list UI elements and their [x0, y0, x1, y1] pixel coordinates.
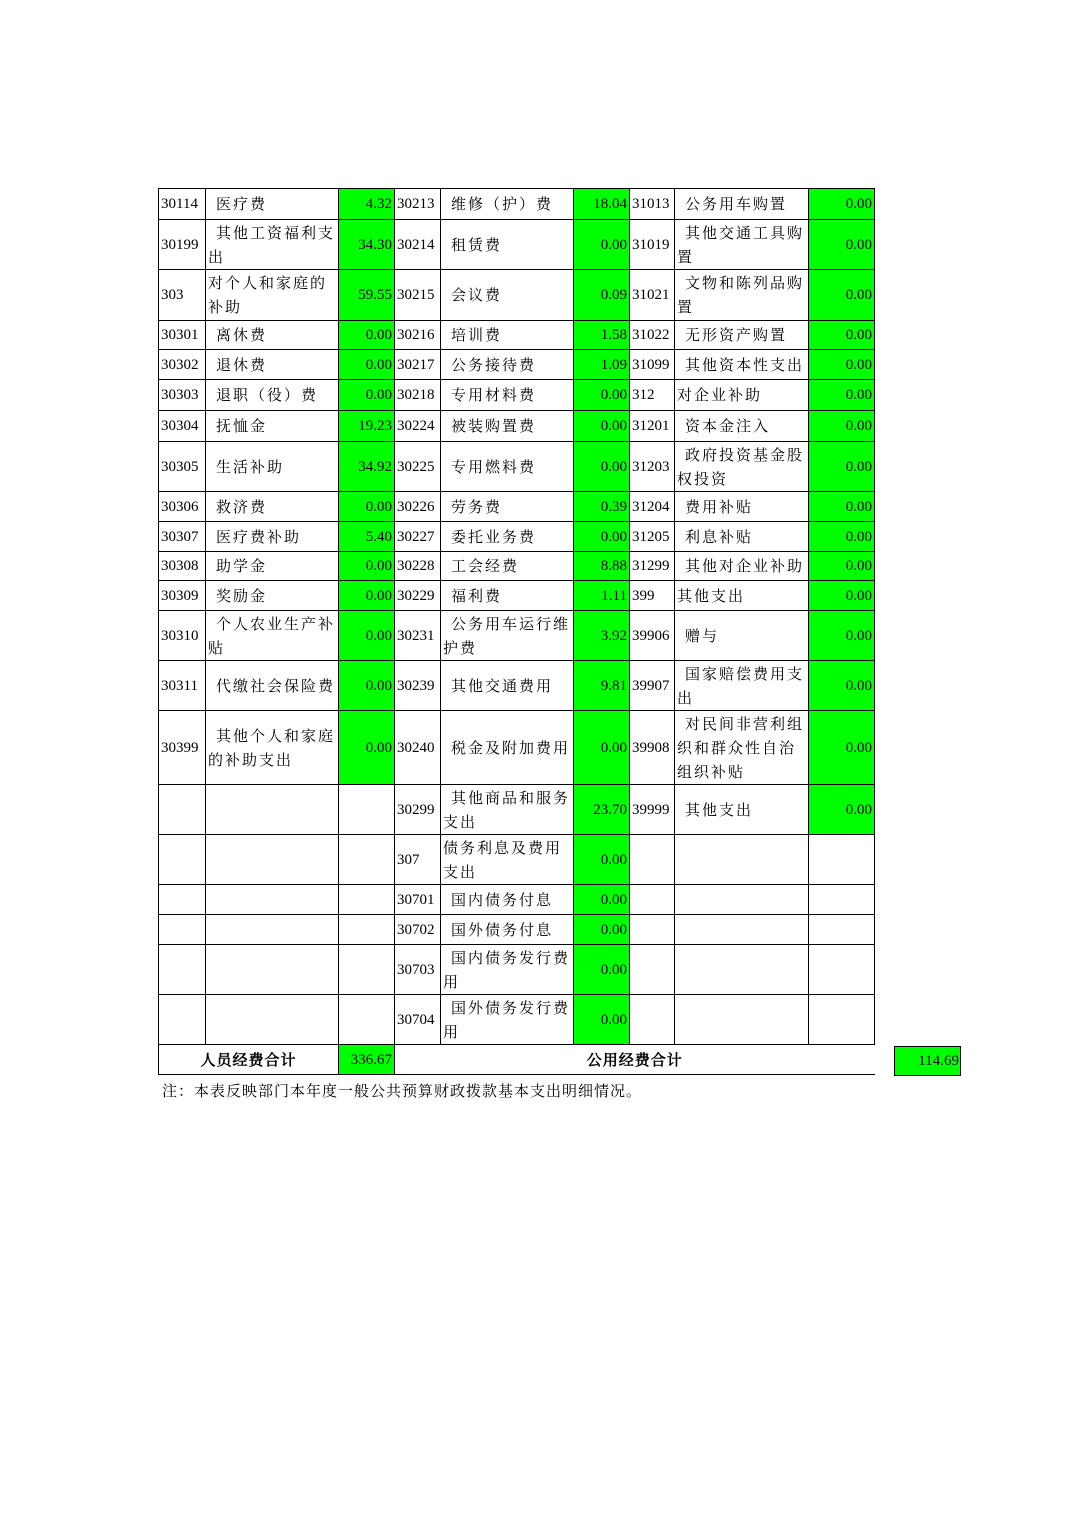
item-amount: 59.55	[339, 270, 395, 321]
table-row	[159, 785, 875, 835]
item-code: 30228	[395, 552, 441, 581]
table-row	[159, 270, 875, 321]
item-name: 退职（役）费	[206, 380, 339, 411]
table-note: 注：本表反映部门本年度一般公共预算财政拨款基本支出明细情况。	[162, 1082, 643, 1100]
budget-detail-sheet	[158, 188, 875, 1075]
item-amount	[339, 885, 395, 915]
table-row	[159, 661, 875, 711]
item-code: 30307	[159, 522, 206, 552]
item-code: 30239	[395, 661, 441, 711]
item-code: 303	[159, 270, 206, 321]
item-amount	[339, 835, 395, 885]
item-code: 30299	[395, 785, 441, 835]
item-code	[159, 995, 206, 1045]
item-amount: 1.09	[574, 350, 630, 380]
item-name: 委托业务费	[441, 522, 574, 552]
item-amount: 0.00	[809, 220, 875, 270]
item-name: 资本金注入	[675, 411, 809, 442]
item-code: 30308	[159, 552, 206, 581]
item-amount: 0.00	[574, 411, 630, 442]
item-name	[206, 785, 339, 835]
item-code: 30310	[159, 611, 206, 661]
item-code: 30311	[159, 661, 206, 711]
item-code	[630, 945, 675, 995]
item-amount: 0.00	[574, 522, 630, 552]
item-name: 奖励金	[206, 581, 339, 611]
item-code: 30305	[159, 442, 206, 492]
item-code: 31201	[630, 411, 675, 442]
item-name: 国外债务发行费用	[441, 995, 574, 1045]
table-row	[159, 189, 875, 220]
item-name: 医疗费补助	[206, 522, 339, 552]
item-name: 对企业补助	[675, 380, 809, 411]
item-name: 利息补贴	[675, 522, 809, 552]
item-name: 助学金	[206, 552, 339, 581]
item-name: 国内债务发行费用	[441, 945, 574, 995]
item-name: 个人农业生产补贴	[206, 611, 339, 661]
item-name: 专用材料费	[441, 380, 574, 411]
item-amount	[809, 885, 875, 915]
item-name	[206, 995, 339, 1045]
item-amount: 0.39	[574, 492, 630, 522]
item-amount: 19.23	[339, 411, 395, 442]
item-amount: 0.00	[574, 442, 630, 492]
table-row	[159, 522, 875, 552]
item-code: 30218	[395, 380, 441, 411]
item-name: 培训费	[441, 321, 574, 350]
item-amount: 0.00	[339, 380, 395, 411]
item-amount: 0.00	[809, 411, 875, 442]
item-name: 其他支出	[675, 785, 809, 835]
item-amount: 3.92	[574, 611, 630, 661]
table-row	[159, 380, 875, 411]
item-amount: 0.00	[574, 711, 630, 785]
item-name: 福利费	[441, 581, 574, 611]
table-row	[159, 945, 875, 995]
public-total-value: 114.69	[894, 1046, 961, 1076]
item-name: 抚恤金	[206, 411, 339, 442]
item-amount: 0.00	[574, 945, 630, 995]
item-name: 其他个人和家庭的补助支出	[206, 711, 339, 785]
item-name: 退休费	[206, 350, 339, 380]
item-code: 30213	[395, 189, 441, 220]
item-amount: 0.00	[574, 380, 630, 411]
item-name: 医疗费	[206, 189, 339, 220]
item-amount: 0.00	[339, 350, 395, 380]
item-code: 30301	[159, 321, 206, 350]
item-code	[630, 995, 675, 1045]
item-name: 对个人和家庭的补助	[206, 270, 339, 321]
item-name: 劳务费	[441, 492, 574, 522]
item-name: 公务接待费	[441, 350, 574, 380]
expenditure-table	[158, 188, 875, 1075]
item-code: 39906	[630, 611, 675, 661]
item-amount	[339, 915, 395, 945]
item-name	[206, 835, 339, 885]
item-name: 国外债务付息	[441, 915, 574, 945]
personnel-total-label: 人员经费合计	[159, 1045, 339, 1075]
item-code: 30240	[395, 711, 441, 785]
item-name: 其他支出	[675, 581, 809, 611]
item-code: 31203	[630, 442, 675, 492]
item-amount: 0.00	[339, 492, 395, 522]
item-amount: 0.00	[809, 270, 875, 321]
item-amount: 0.09	[574, 270, 630, 321]
item-code: 30214	[395, 220, 441, 270]
item-code: 312	[630, 380, 675, 411]
table-row	[159, 442, 875, 492]
item-amount: 0.00	[574, 995, 630, 1045]
item-code: 30306	[159, 492, 206, 522]
item-name: 其他资本性支出	[675, 350, 809, 380]
item-amount: 0.00	[809, 380, 875, 411]
item-name	[206, 945, 339, 995]
item-name: 会议费	[441, 270, 574, 321]
item-amount: 9.81	[574, 661, 630, 711]
item-name: 费用补贴	[675, 492, 809, 522]
item-name: 对民间非营利组织和群众性自治组织补贴	[675, 711, 809, 785]
item-code: 31099	[630, 350, 675, 380]
item-code: 30302	[159, 350, 206, 380]
table-row	[159, 411, 875, 442]
table-row	[159, 885, 875, 915]
item-amount: 0.00	[574, 885, 630, 915]
item-code: 30226	[395, 492, 441, 522]
item-name: 其他对企业补助	[675, 552, 809, 581]
item-code: 30227	[395, 522, 441, 552]
public-total-label: 公用经费合计	[395, 1045, 875, 1075]
item-name: 税金及附加费用	[441, 711, 574, 785]
item-code	[159, 945, 206, 995]
totals-row	[159, 1045, 875, 1075]
item-name: 国家赔偿费用支出	[675, 661, 809, 711]
item-amount: 0.00	[809, 581, 875, 611]
item-code: 30703	[395, 945, 441, 995]
item-name: 维修（护）费	[441, 189, 574, 220]
item-code: 30114	[159, 189, 206, 220]
table-row	[159, 321, 875, 350]
item-amount: 0.00	[809, 661, 875, 711]
item-code: 39907	[630, 661, 675, 711]
item-code: 30225	[395, 442, 441, 492]
item-amount: 4.32	[339, 189, 395, 220]
item-code	[630, 885, 675, 915]
item-amount: 0.00	[574, 915, 630, 945]
item-code: 31022	[630, 321, 675, 350]
item-code: 31019	[630, 220, 675, 270]
item-code: 30224	[395, 411, 441, 442]
item-amount: 0.00	[339, 711, 395, 785]
item-amount: 1.58	[574, 321, 630, 350]
item-name: 债务利息及费用支出	[441, 835, 574, 885]
item-amount: 0.00	[809, 189, 875, 220]
item-amount	[809, 995, 875, 1045]
item-code: 30199	[159, 220, 206, 270]
item-name	[675, 995, 809, 1045]
item-amount	[809, 945, 875, 995]
item-code: 30701	[395, 885, 441, 915]
item-amount: 0.00	[339, 581, 395, 611]
item-amount: 0.00	[574, 220, 630, 270]
item-code: 30704	[395, 995, 441, 1045]
table-row	[159, 995, 875, 1045]
item-name: 其他交通费用	[441, 661, 574, 711]
item-code: 31013	[630, 189, 675, 220]
table-row	[159, 581, 875, 611]
item-name: 租赁费	[441, 220, 574, 270]
item-name	[206, 885, 339, 915]
item-amount: 0.00	[339, 552, 395, 581]
item-amount: 0.00	[339, 611, 395, 661]
item-code: 30303	[159, 380, 206, 411]
item-code: 307	[395, 835, 441, 885]
item-amount: 0.00	[339, 661, 395, 711]
item-amount: 0.00	[339, 321, 395, 350]
item-amount: 34.92	[339, 442, 395, 492]
item-name: 代缴社会保险费	[206, 661, 339, 711]
item-code: 30309	[159, 581, 206, 611]
item-amount: 0.00	[809, 785, 875, 835]
item-amount: 8.88	[574, 552, 630, 581]
item-amount	[339, 785, 395, 835]
item-code: 30304	[159, 411, 206, 442]
item-code: 399	[630, 581, 675, 611]
table-row	[159, 711, 875, 785]
item-code	[159, 915, 206, 945]
item-name: 赠与	[675, 611, 809, 661]
personnel-total-value: 336.67	[339, 1045, 395, 1075]
item-amount: 18.04	[574, 189, 630, 220]
table-row	[159, 220, 875, 270]
item-code: 31205	[630, 522, 675, 552]
item-code: 30217	[395, 350, 441, 380]
item-code: 31021	[630, 270, 675, 321]
item-code: 31204	[630, 492, 675, 522]
item-amount: 34.30	[339, 220, 395, 270]
item-code: 30231	[395, 611, 441, 661]
item-code: 30215	[395, 270, 441, 321]
item-name: 生活补助	[206, 442, 339, 492]
item-name	[675, 885, 809, 915]
table-row	[159, 350, 875, 380]
item-amount: 0.00	[809, 711, 875, 785]
item-name: 国内债务付息	[441, 885, 574, 915]
item-name: 其他交通工具购置	[675, 220, 809, 270]
table-row	[159, 835, 875, 885]
item-name	[675, 915, 809, 945]
item-amount: 5.40	[339, 522, 395, 552]
item-name	[675, 835, 809, 885]
item-amount: 1.11	[574, 581, 630, 611]
item-name: 政府投资基金股权投资	[675, 442, 809, 492]
item-name	[675, 945, 809, 995]
item-amount: 0.00	[809, 522, 875, 552]
item-code: 30229	[395, 581, 441, 611]
item-code: 39908	[630, 711, 675, 785]
table-row	[159, 915, 875, 945]
item-name: 文物和陈列品购置	[675, 270, 809, 321]
item-code: 30399	[159, 711, 206, 785]
table-row	[159, 492, 875, 522]
item-code: 39999	[630, 785, 675, 835]
item-amount: 0.00	[809, 321, 875, 350]
item-name: 公务用车购置	[675, 189, 809, 220]
item-amount: 0.00	[574, 835, 630, 885]
item-amount: 23.70	[574, 785, 630, 835]
item-name: 公务用车运行维护费	[441, 611, 574, 661]
item-name: 被装购置费	[441, 411, 574, 442]
item-name: 其他工资福利支出	[206, 220, 339, 270]
table-row	[159, 611, 875, 661]
item-name: 救济费	[206, 492, 339, 522]
item-code	[630, 835, 675, 885]
item-name: 其他商品和服务支出	[441, 785, 574, 835]
item-code	[159, 835, 206, 885]
item-code	[630, 915, 675, 945]
item-code: 30702	[395, 915, 441, 945]
item-amount	[339, 995, 395, 1045]
item-name: 工会经费	[441, 552, 574, 581]
item-amount: 0.00	[809, 492, 875, 522]
item-name: 无形资产购置	[675, 321, 809, 350]
item-code: 30216	[395, 321, 441, 350]
table-row	[159, 552, 875, 581]
item-amount	[809, 915, 875, 945]
item-amount: 0.00	[809, 350, 875, 380]
item-amount	[339, 945, 395, 995]
item-amount: 0.00	[809, 442, 875, 492]
item-amount: 0.00	[809, 611, 875, 661]
item-amount	[809, 835, 875, 885]
item-name: 离休费	[206, 321, 339, 350]
item-code: 31299	[630, 552, 675, 581]
item-amount: 0.00	[809, 552, 875, 581]
item-name: 专用燃料费	[441, 442, 574, 492]
item-name	[206, 915, 339, 945]
item-code	[159, 885, 206, 915]
item-code	[159, 785, 206, 835]
